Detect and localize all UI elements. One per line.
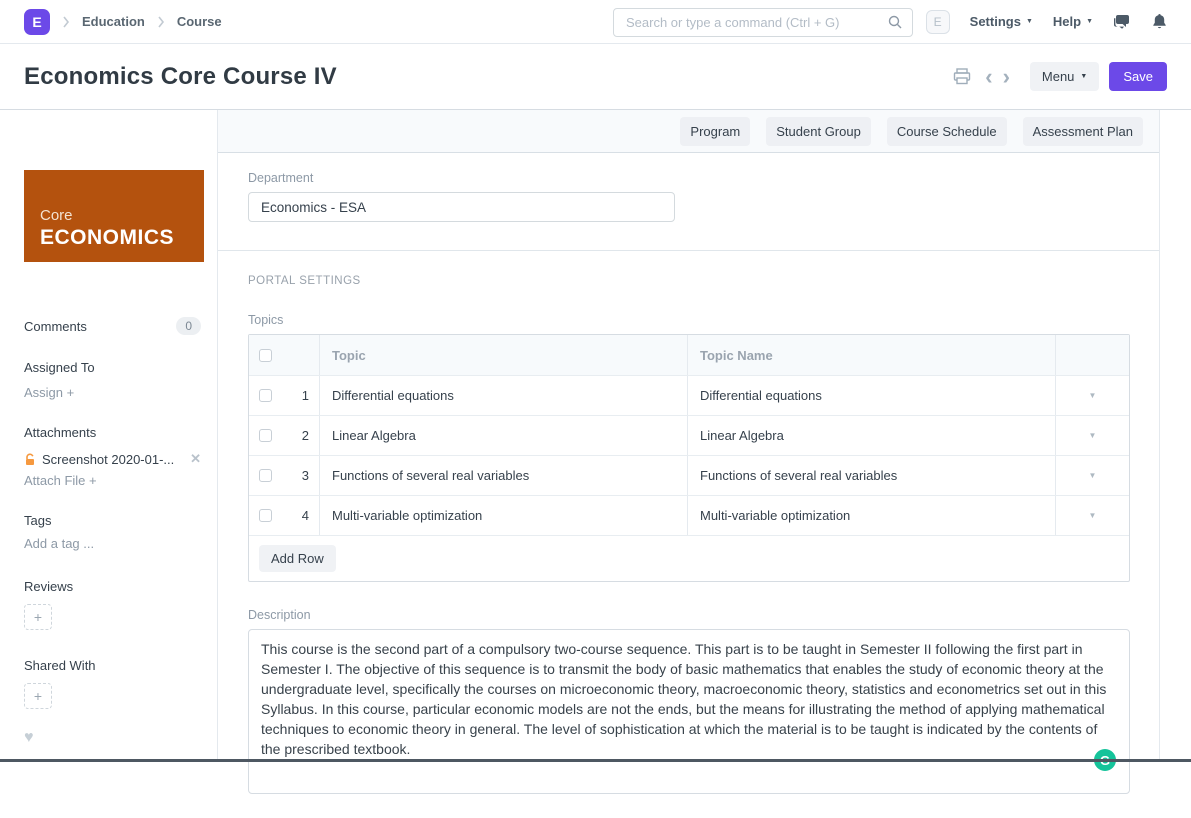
print-icon[interactable] — [953, 68, 971, 85]
course-image-line1: Core — [40, 207, 73, 224]
course-image[interactable] — [24, 170, 204, 262]
page-header — [0, 44, 1191, 110]
link-assessment-plan[interactable]: Assessment Plan — [1023, 117, 1143, 146]
topics-grid-header — [249, 335, 1129, 375]
description-field[interactable] — [248, 629, 1130, 794]
topic-cell[interactable] — [320, 496, 688, 535]
attach-file-button[interactable] — [24, 473, 201, 488]
portal-settings-heading: PORTAL SETTINGS — [248, 275, 361, 287]
save-button[interactable]: Save — [1109, 62, 1167, 91]
topic-cell[interactable] — [320, 456, 688, 495]
navbar — [0, 0, 1191, 44]
menu-button-label: Menu — [1041, 69, 1075, 84]
plus-icon: + — [66, 385, 75, 400]
form-body — [218, 110, 1160, 759]
topic-name-cell-text: Linear Algebra — [700, 428, 784, 443]
chevron-right-icon — [157, 16, 165, 28]
plus-icon: + — [89, 473, 97, 488]
remove-attachment-icon[interactable]: ✕ — [190, 451, 201, 466]
description-label: Description — [248, 608, 311, 622]
portal-settings-section — [218, 251, 1159, 818]
reviews-heading: Reviews — [24, 579, 74, 594]
add-row-button[interactable]: Add Row — [259, 545, 336, 572]
topic-name-cell[interactable] — [688, 456, 1056, 495]
assign-button[interactable] — [24, 385, 201, 400]
topic-cell-text: Linear Algebra — [332, 428, 416, 443]
column-topic: Topic — [332, 347, 366, 363]
breadcrumb-education[interactable]: Education — [82, 14, 145, 29]
row-checkbox[interactable] — [259, 429, 272, 442]
topics-label: Topics — [248, 313, 284, 327]
link-student-group[interactable]: Student Group — [766, 117, 871, 146]
like-heart-icon[interactable]: ♥ — [24, 729, 34, 746]
global-search — [613, 8, 913, 37]
row-dropdown-icon[interactable]: ▼ — [1088, 471, 1097, 480]
app-logo[interactable]: E — [24, 9, 50, 35]
department-section — [218, 153, 1159, 251]
search-icon — [887, 14, 903, 30]
topic-cell[interactable] — [320, 416, 688, 455]
table-row — [249, 495, 1129, 535]
add-review-button[interactable]: + — [24, 604, 52, 630]
row-dropdown-icon[interactable]: ▼ — [1088, 391, 1097, 400]
notifications-bell-icon[interactable] — [1152, 13, 1167, 30]
topic-name-cell[interactable] — [688, 416, 1056, 455]
table-row — [249, 415, 1129, 455]
attach-file-label: Attach File — [24, 473, 86, 488]
attachments-heading: Attachments — [24, 425, 97, 440]
breadcrumb-course[interactable]: Course — [176, 14, 222, 29]
settings-label: Settings — [969, 14, 1021, 29]
menu-button[interactable] — [1030, 62, 1099, 91]
link-program[interactable]: Program — [680, 117, 750, 146]
row-dropdown-icon[interactable]: ▼ — [1088, 431, 1097, 440]
add-share-button[interactable]: + — [24, 683, 52, 709]
select-all-checkbox[interactable] — [259, 349, 272, 362]
prev-record-icon[interactable]: ‹ — [985, 63, 993, 89]
row-index: 4 — [301, 508, 309, 523]
department-label: Department — [248, 171, 314, 185]
chevron-down-icon: ▼ — [1086, 18, 1093, 25]
link-course-schedule[interactable]: Course Schedule — [887, 117, 1007, 146]
sidebar-comments[interactable] — [24, 317, 201, 335]
help-menu[interactable] — [1053, 14, 1093, 29]
dashboard-links-row — [218, 110, 1159, 153]
page-title: Economics Core Course IV — [24, 62, 337, 90]
row-dropdown-icon[interactable]: ▼ — [1088, 511, 1097, 520]
topics-grid — [248, 334, 1130, 582]
topic-name-cell[interactable] — [688, 496, 1056, 535]
topic-cell-text: Differential equations — [332, 388, 454, 403]
topic-cell-text: Multi-variable optimization — [332, 508, 483, 523]
row-checkbox[interactable] — [259, 509, 272, 522]
form-sidebar — [0, 110, 218, 759]
chevron-down-icon: ▼ — [1080, 73, 1088, 80]
assign-label: Assign — [24, 385, 64, 400]
table-row — [249, 375, 1129, 415]
attachment-item — [24, 451, 201, 467]
table-row — [249, 455, 1129, 495]
topic-cell-text: Functions of several real variables — [332, 468, 530, 483]
user-avatar[interactable]: E — [926, 10, 950, 34]
row-index: 3 — [301, 468, 309, 483]
topic-name-cell-text: Multi-variable optimization — [700, 508, 851, 523]
chevron-down-icon: ▼ — [1025, 18, 1033, 25]
topics-grid-footer — [249, 535, 1129, 581]
comments-label: Comments — [24, 318, 87, 334]
comments-count-badge: 0 — [176, 317, 201, 335]
attachment-link[interactable]: Screenshot 2020-01-... — [42, 451, 175, 467]
row-checkbox[interactable] — [259, 389, 272, 402]
column-topic-name: Topic Name — [700, 347, 773, 363]
chat-icon[interactable] — [1113, 14, 1132, 30]
course-image-line2: ECONOMICS — [40, 226, 175, 249]
topic-cell[interactable] — [320, 376, 688, 415]
topic-name-cell[interactable] — [688, 376, 1056, 415]
unlock-icon[interactable] — [24, 453, 36, 466]
search-input[interactable] — [613, 8, 913, 37]
next-record-icon[interactable]: › — [1002, 63, 1010, 89]
row-checkbox[interactable] — [259, 469, 272, 482]
row-index: 2 — [301, 428, 309, 443]
row-index: 1 — [301, 388, 309, 403]
chevron-right-icon — [62, 16, 70, 28]
settings-menu[interactable] — [970, 14, 1033, 29]
help-label: Help — [1052, 14, 1082, 29]
tags-heading: Tags — [24, 513, 52, 528]
topic-name-cell-text: Functions of several real variables — [700, 468, 898, 483]
description-text: This course is the second part of a compulsory two-course sequence. This part is to be taught in Semester II following the first part in Semester I. The objective of this sequence is to transmit the body of basic mathematics that enables the study of economic theory at the undergraduate level, specifically the courses on microeconomic theory, macroeconomic theory, statistics and econometrics set out in this Syllabus. In this course, particular economic models are not the ends, but the means for illustrating the method of applying mathematical techniques to economic theory in general. The level of sophistication at which the material is to be taught is indicated by the contents of the prescribed textbook. — [261, 641, 1107, 757]
assigned-to-heading: Assigned To — [24, 360, 95, 375]
topic-name-cell-text: Differential equations — [700, 388, 822, 403]
add-tag-input[interactable]: Add a tag ... — [24, 536, 95, 551]
department-field[interactable] — [248, 192, 675, 222]
shared-with-heading: Shared With — [24, 658, 96, 673]
